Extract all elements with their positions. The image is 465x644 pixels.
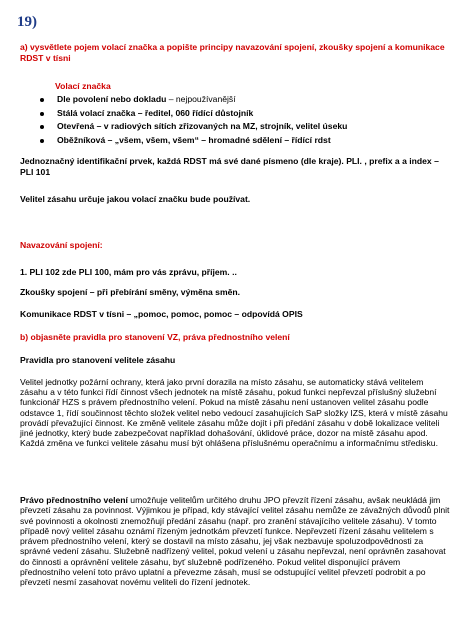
pravidla-text: Velitel jednotky požární ochrany, která jako první dorazila na místo zásahu, se automaticky stává velitelem zásahu a v této funkci řídí činnost všech jednotek na místě zásahu, pokud funkci nepřevzal příslušný služební funkcionář HZS s právem přednostního velení. Pokud na místě zásahu není ustanoven velitel zásahu podle odstavce 1, řídí součinnost těchto složek velitel nebo vedoucí zasahujících SaP složky IZS, která v místě zásahu provádí převažující činnost. Ke změně velitele zásahu může dojít i při předání zásahu v době lokalizace veliteli jiné jednotky, který bude zabezpečovat například dohašování, úklidové práce, dozor na místě zásahu apod. Každá změna ve funkci velitele zásahu musí být ohlášena příslušnému operačnímu a informačnímu středisku.	[20, 377, 448, 449]
question-number: 19)	[17, 14, 37, 30]
list-item: Otevřená – v radiových sítích zřizovaných na MZ, strojník, velitel úseku	[38, 120, 347, 134]
volaci-znacka-list	[38, 93, 347, 147]
navazovani-heading: Navazování spojení:	[20, 240, 103, 250]
pravo-text: umožňuje velitelům určitého druhu JPO převzít řízení zásahu, avšak neukládá jim převzetí zásahu za povinnost. Výjimkou je případ, kdy stávající velitel zásahu nemůže ze závažných důvodů plnit své povinnosti a okolnosti znemožňují předání zásahu (např. pro zranění stávajícího velitele zásahu). V tomto případě nový velitel zásahu oznámí řízeným jednotkám převzetí funkce. Nepřevzetí řízení zásahu velitelem s právem přednostního velení, který se dostavil na místo zásahu, jej však nezbavuje spoluzodpovědnosti za správné vedení zásahu. Služebně nadřízený velitel, pokud velení u zásahu nepřevzal, není oprávněn zasahovat do činnosti a oprávnění velitele zásahu, byť služebně podřízeného. Pokud velitel disponující právem přednostního velení toto právo uplatní a převezme zásah, musí se odstupující velitel převzetí podrobit a po převzetí nesmí zasahovat novému veliteli do řízení jednotek.	[20, 495, 450, 588]
zkousky-spojeni-line: Zkoušky spojení – při přebírání směny, výměna směn.	[20, 287, 241, 297]
pravo-paragraph	[20, 495, 450, 588]
komunikace-tisen-line: Komunikace RDST v tísni – „pomoc, pomoc, pomoc – odpovídá OPIS	[20, 309, 303, 319]
volaci-znacka-heading: Volací značka	[55, 81, 111, 91]
navazovani-line-1: 1. PLI 102 zde PLI 100, mám pro vás zprávu, příjem. ..	[20, 267, 237, 277]
list-item: Dle povolení nebo dokladu – nejpoužívanější	[38, 93, 347, 107]
list-item: Stálá volací značka – ředitel, 060 řídící důstojník	[38, 107, 347, 121]
identifier-paragraph: Jednoznačný identifikační prvek, každá RDST má své dané písmeno (dle kraje). PLI. , prefix a a index – PLI 101	[20, 156, 439, 177]
task-a-heading: a) vysvětlete pojem volací značka a popište principy navazování spojení, zkoušky spojení a komunikace RDST v tísni	[20, 42, 445, 63]
pravidla-heading: Pravidla pro stanovení velitele zásahu	[20, 355, 176, 365]
list-item: Oběžníková – „všem, všem, všem“ – hromadné sdělení – řídící rdst	[38, 134, 347, 148]
task-b-heading: b) objasněte pravidla pro stanovení VZ, práva přednostního velení	[20, 332, 290, 342]
velitel-paragraph: Velitel zásahu určuje jakou volací značku bude používat.	[20, 194, 251, 204]
pravo-lead: Právo přednostního velení	[20, 495, 128, 505]
